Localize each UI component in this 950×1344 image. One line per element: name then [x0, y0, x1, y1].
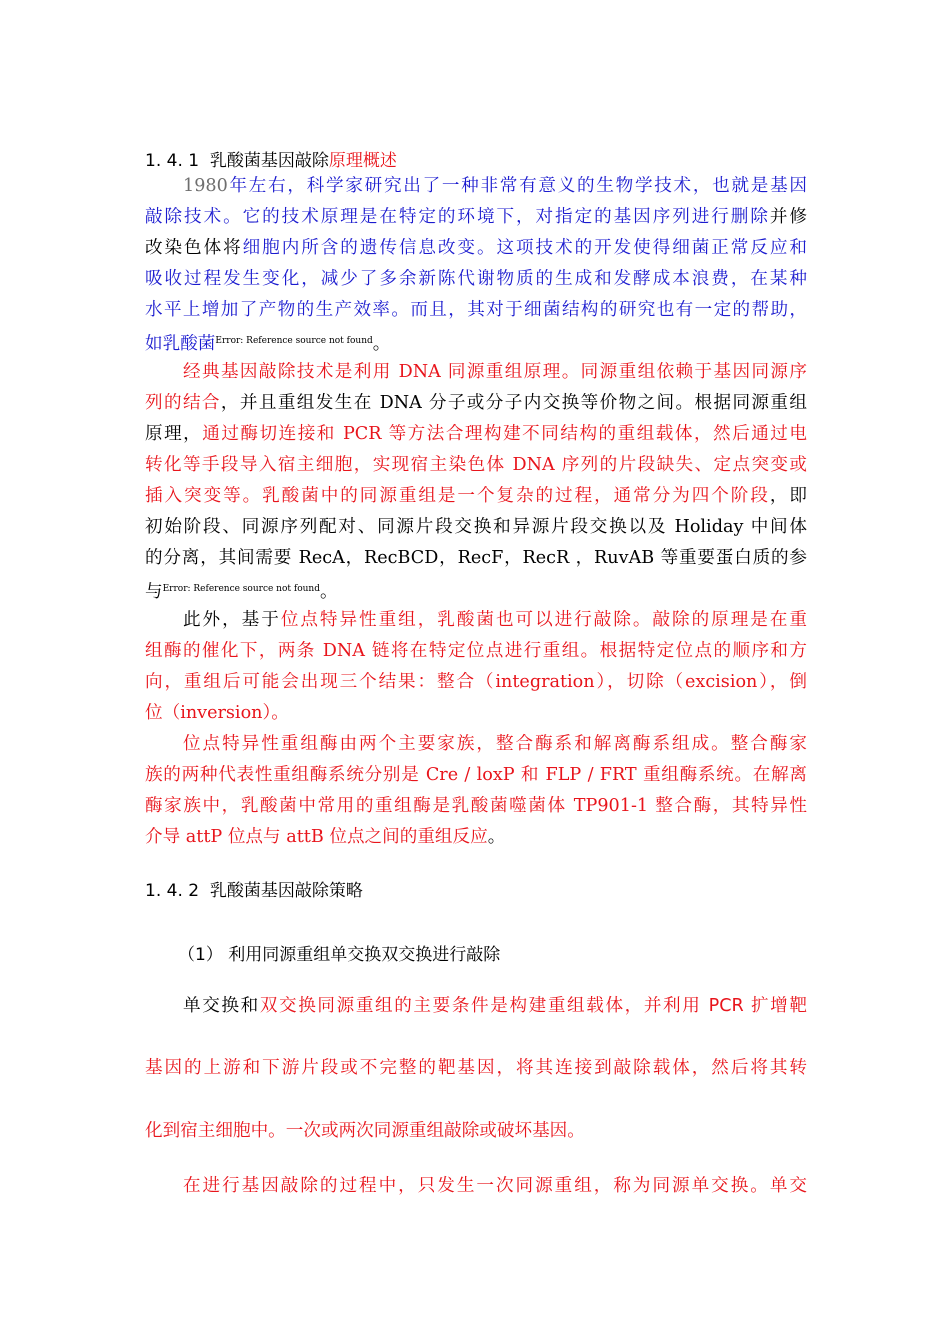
section-heading-1-4-1	[145, 150, 397, 172]
subsection-heading: （1） 利用同源重组单交换双交换进行敲除	[178, 945, 501, 965]
paragraph-line: 经典基因敲除技术是利用 DNA 同源重组原理。同源重组依赖于基因同源序	[183, 362, 807, 382]
paragraph-line: 水平上增加了产物的生产效率。而且，其对于细菌结构的研究也有一定的帮助，	[145, 300, 807, 320]
section-number: 1. 4. 1	[145, 151, 200, 171]
paragraph-line: 原理，通过酶切连接和 PCR 等方法合理构建不同结构的重组载体，然后通过电	[145, 424, 807, 444]
paragraph-line: 吸收过程发生变化，减少了多余新陈代谢物质的生成和发酵成本浪费，在某种	[145, 269, 807, 289]
paragraph-line: 与$^{Error: Reference source not found}$。	[145, 582, 338, 602]
citation-error: Error: Reference source not found	[215, 336, 373, 346]
paragraph-line: 如乳酸菌$^{Error: Reference source not found}$。	[145, 334, 391, 354]
paragraph-line: 1980年左右，科学家研究出了一种非常有意义的生物学技术，也就是基因	[183, 176, 807, 196]
paragraph-line: 酶家族中，乳酸菌中常用的重组酶是乳酸菌噬菌体 TP901-1 整合酶，其特异性	[145, 796, 807, 816]
paragraph-line: 的分离，其间需要 RecA，RecBCD，RecF，RecR ，RuvAB 等重要蛋白质的参	[145, 548, 807, 568]
section-heading-1-4-2	[145, 880, 363, 902]
section-title-highlight: 原理概述	[328, 151, 397, 171]
citation-error: Error: Reference source not found	[162, 584, 320, 594]
section-title: 乳酸菌基因敲除策略	[209, 881, 363, 901]
paragraph-line: 单交换和双交换同源重组的主要条件是构建重组载体，并利用 PCR 扩增靶	[183, 996, 807, 1016]
paragraph-line: 族的两种代表性重组酶系统分别是 Cre / loxP 和 FLP / FRT 重组酶系统。在解离	[145, 765, 807, 785]
paragraph-line: 组酶的催化下，两条 DNA 链将在特定位点进行重组。根据特定位点的顺序和方	[145, 641, 807, 661]
paragraph-line: 列的结合，并且重组发生在 DNA 分子或分子内交换等价物之间。根据同源重组	[145, 393, 807, 413]
paragraph-line: 位点特异性重组酶由两个主要家族，整合酶系和解离酶系组成。整合酶家	[183, 734, 807, 754]
section-number: 1. 4. 2	[145, 881, 200, 901]
paragraph-line: 此外，基于位点特异性重组，乳酸菌也可以进行敲除。敲除的原理是在重	[183, 610, 807, 630]
paragraph-line: 转化等手段导入宿主细胞，实现宿主染色体 DNA 序列的片段缺失、定点突变或	[145, 455, 807, 475]
paragraph-line: 基因的上游和下游片段或不完整的靶基因，将其连接到敲除载体，然后将其转	[145, 1058, 807, 1078]
paragraph-line: 化到宿主细胞中。一次或两次同源重组敲除或破坏基因。	[145, 1121, 585, 1141]
paragraph-line: 介导 attP 位点与 attB 位点之间的重组反应。	[145, 827, 506, 847]
paragraph-line: 在进行基因敲除的过程中，只发生一次同源重组，称为同源单交换。单交	[183, 1176, 807, 1196]
section-title: 乳酸菌基因敲除	[209, 151, 329, 171]
paragraph-line: 改染色体将细胞内所含的遗传信息改变。这项技术的开发使得细菌正常反应和	[145, 238, 807, 258]
paragraph-line: 插入突变等。乳酸菌中的同源重组是一个复杂的过程，通常分为四个阶段，即	[145, 486, 807, 506]
paragraph-line: 敲除技术。它的技术原理是在特定的环境下，对指定的基因序列进行删除并修	[145, 207, 807, 227]
paragraph-line: 位（inversion）。	[145, 703, 289, 723]
paragraph-line: 向，重组后可能会出现三个结果：整合（integration），切除（excision），倒	[145, 672, 807, 692]
paragraph-line: 初始阶段、同源序列配对、同源片段交换和异源片段交换以及 Holiday 中间体	[145, 517, 807, 537]
